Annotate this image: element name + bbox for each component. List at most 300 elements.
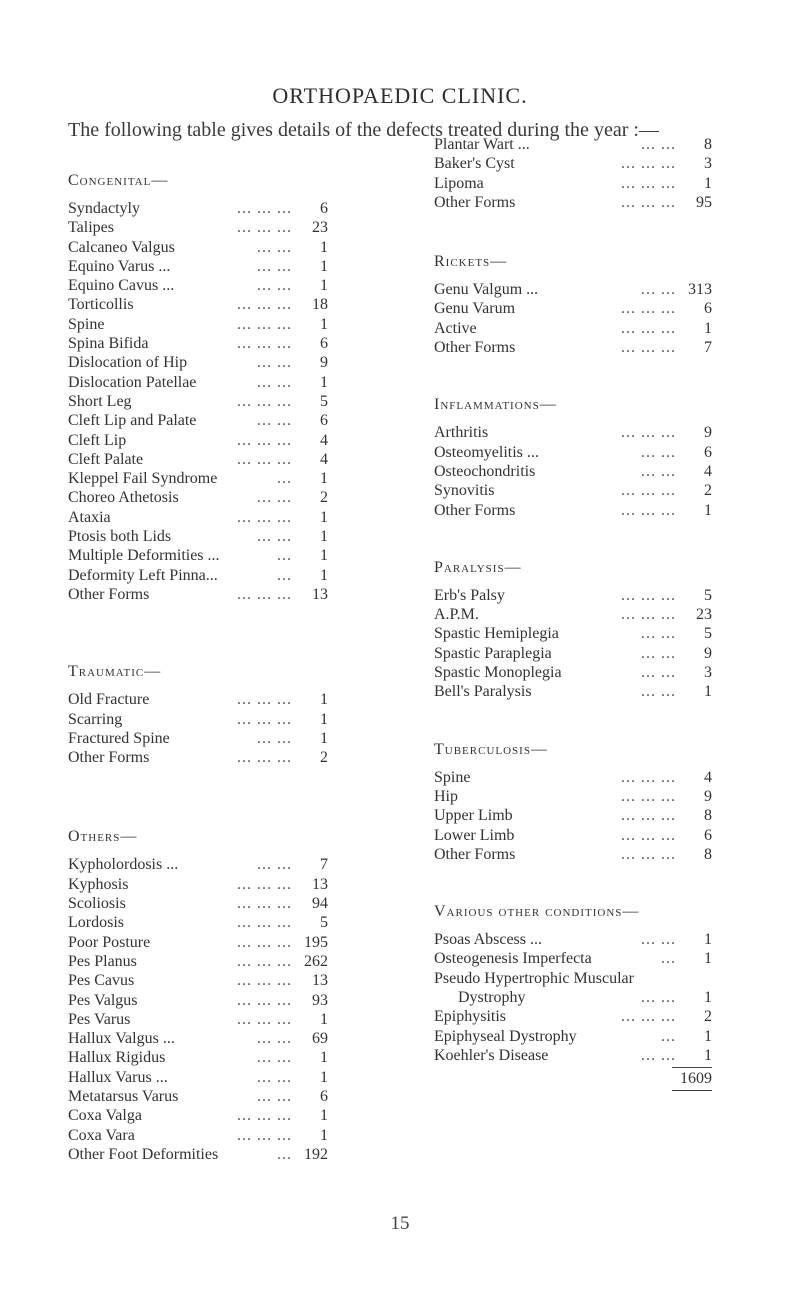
table-row bbox=[68, 257, 328, 276]
left-column bbox=[68, 171, 328, 1164]
condition-label: Baker's Cyst bbox=[434, 155, 515, 173]
table-row bbox=[68, 218, 328, 237]
case-count: 1 bbox=[320, 508, 328, 526]
case-count: 1 bbox=[320, 710, 328, 728]
section bbox=[434, 252, 712, 357]
condition-label: Coxa Vara bbox=[68, 1126, 135, 1144]
condition-label: Other Forms bbox=[434, 339, 516, 357]
condition-label: Other Forms bbox=[434, 193, 516, 211]
condition-label: Erb's Palsy bbox=[434, 586, 505, 604]
leader-dots: ... ... ... bbox=[621, 787, 676, 805]
table-row bbox=[68, 411, 328, 430]
case-count: 13 bbox=[312, 875, 328, 893]
case-count: 1 bbox=[320, 1107, 328, 1125]
condition-label: Calcaneo Valgus bbox=[68, 238, 175, 256]
leader-dots: ... ... ... bbox=[237, 914, 292, 932]
case-count: 1 bbox=[320, 547, 328, 565]
case-count: 6 bbox=[320, 1087, 328, 1105]
table-row bbox=[68, 855, 328, 874]
condition-label: Spastic Paraplegia bbox=[434, 644, 552, 662]
condition-label: Pes Cavus bbox=[68, 972, 135, 990]
leader-dots: ... bbox=[277, 566, 292, 584]
leader-dots: ... ... ... bbox=[237, 1126, 292, 1144]
condition-label: Osteogenesis Imperfecta bbox=[434, 950, 592, 968]
table-row bbox=[68, 508, 328, 527]
case-count: 1 bbox=[704, 931, 712, 949]
condition-label: Spastic Hemiplegia bbox=[434, 625, 559, 643]
leader-dots: ... ... bbox=[641, 664, 676, 682]
table-row bbox=[68, 585, 328, 604]
leader-dots: ... ... ... bbox=[621, 155, 676, 173]
leader-dots: ... ... ... bbox=[621, 300, 676, 318]
case-count: 2 bbox=[320, 489, 328, 507]
table-row bbox=[68, 1126, 328, 1145]
condition-label: Torticollis bbox=[68, 296, 134, 314]
leader-dots: ... ... ... bbox=[621, 826, 676, 844]
table-row bbox=[68, 729, 328, 748]
leader-dots: ... ... ... bbox=[237, 875, 292, 893]
section-heading: Paralysis— bbox=[434, 558, 522, 576]
condition-label: Osteochondritis bbox=[434, 462, 536, 480]
leader-dots: ... ... ... bbox=[237, 749, 292, 767]
table-row bbox=[434, 501, 712, 520]
case-count: 23 bbox=[312, 219, 328, 237]
section-gap bbox=[434, 520, 712, 558]
section-heading: Various other conditions— bbox=[434, 903, 640, 921]
condition-label: Ptosis both Lids bbox=[68, 528, 172, 546]
case-count: 1 bbox=[704, 1027, 712, 1045]
leader-dots: ... ... ... bbox=[621, 482, 676, 500]
table-row bbox=[68, 315, 328, 334]
case-count: 4 bbox=[320, 450, 328, 468]
table-row bbox=[434, 949, 712, 968]
condition-label: Scarring bbox=[68, 710, 123, 728]
condition-label: Plantar Wart ... bbox=[434, 136, 530, 153]
leader-dots: ... ... ... bbox=[237, 200, 292, 217]
condition-label: Talipes bbox=[68, 219, 114, 237]
condition-label: Dislocation of Hip bbox=[68, 354, 188, 372]
condition-label: Epiphysitis bbox=[434, 1008, 507, 1026]
section bbox=[434, 740, 712, 864]
condition-label: Genu Valgum ... bbox=[434, 281, 539, 299]
section-gap bbox=[434, 357, 712, 395]
table-row bbox=[68, 1087, 328, 1106]
table-row bbox=[68, 894, 328, 913]
table-row bbox=[434, 826, 712, 845]
table-row bbox=[68, 952, 328, 971]
case-count: 1 bbox=[704, 174, 712, 192]
leader-dots: ... ... ... bbox=[621, 501, 676, 519]
condition-label: Other Foot Deformities bbox=[68, 1145, 219, 1163]
case-count: 195 bbox=[304, 933, 328, 951]
condition-label: Fractured Spine bbox=[68, 729, 170, 747]
table-row bbox=[68, 373, 328, 392]
condition-label: Deformity Left Pinna... bbox=[68, 566, 218, 584]
case-count: 2 bbox=[320, 749, 328, 767]
leader-dots: ... ... ... bbox=[237, 952, 292, 970]
condition-label: Lipoma bbox=[434, 174, 484, 192]
condition-label: Old Fracture bbox=[68, 691, 150, 709]
case-count: 1 bbox=[320, 238, 328, 256]
condition-label: Bell's Paralysis bbox=[434, 683, 532, 701]
condition-label: Lordosis bbox=[68, 914, 124, 932]
case-count: 1 bbox=[704, 1046, 712, 1064]
case-count: 5 bbox=[704, 625, 712, 643]
table-row bbox=[68, 199, 328, 218]
section bbox=[434, 395, 712, 519]
table-row bbox=[434, 193, 712, 212]
leader-dots: ... ... bbox=[257, 856, 292, 874]
table-row bbox=[434, 135, 712, 154]
table-row bbox=[68, 527, 328, 546]
case-count: 1 bbox=[320, 373, 328, 391]
table-row bbox=[68, 238, 328, 257]
section bbox=[434, 558, 712, 702]
table-row bbox=[434, 787, 712, 806]
table-row bbox=[434, 154, 712, 173]
case-count: 13 bbox=[312, 972, 328, 990]
condition-label: Cleft Palate bbox=[68, 450, 144, 468]
condition-label: Synovitis bbox=[434, 482, 495, 500]
case-count: 94 bbox=[312, 895, 328, 913]
table-row bbox=[434, 423, 712, 442]
condition-label: Kyphosis bbox=[68, 875, 129, 893]
leader-dots: ... ... bbox=[641, 1046, 676, 1064]
leader-dots: ... bbox=[277, 547, 292, 565]
condition-label: Lower Limb bbox=[434, 826, 515, 844]
table-row bbox=[68, 690, 328, 709]
table-row bbox=[434, 586, 712, 605]
case-count: 1 bbox=[704, 319, 712, 337]
leader-dots: ... ... ... bbox=[621, 193, 676, 211]
table-row bbox=[68, 276, 328, 295]
case-count: 1 bbox=[320, 315, 328, 333]
case-count: 4 bbox=[320, 431, 328, 449]
leader-dots: ... ... bbox=[257, 1068, 292, 1086]
table-row bbox=[68, 1010, 328, 1029]
leader-dots: ... ... ... bbox=[621, 606, 676, 624]
condition-label: Koehler's Disease bbox=[434, 1046, 549, 1064]
leader-dots: ... ... bbox=[641, 136, 676, 153]
leader-dots: ... ... ... bbox=[237, 508, 292, 526]
leader-dots: ... ... ... bbox=[237, 991, 292, 1009]
condition-label: Other Forms bbox=[68, 749, 150, 767]
section bbox=[68, 171, 328, 604]
condition-label: Ataxia bbox=[68, 508, 111, 526]
table-row bbox=[68, 450, 328, 469]
section-gap bbox=[434, 212, 712, 252]
section-gap bbox=[68, 604, 328, 662]
case-count: 3 bbox=[704, 664, 712, 682]
case-count: 1 bbox=[320, 691, 328, 709]
condition-label: Upper Limb bbox=[434, 807, 513, 825]
case-count: 1 bbox=[704, 989, 712, 1007]
case-count: 1 bbox=[704, 501, 712, 519]
table-row bbox=[68, 431, 328, 450]
table-row bbox=[68, 566, 328, 585]
section-gap bbox=[434, 864, 712, 902]
right-column bbox=[434, 135, 712, 1091]
section bbox=[68, 662, 328, 767]
table-row bbox=[434, 1046, 712, 1065]
case-count: 95 bbox=[696, 193, 712, 211]
leader-dots: ... ... ... bbox=[621, 768, 676, 786]
condition-label: Kleppel Fail Syndrome bbox=[68, 470, 218, 488]
leader-dots: ... ... ... bbox=[237, 431, 292, 449]
condition-label: Dystrophy bbox=[458, 989, 526, 1007]
table-row bbox=[434, 988, 712, 1007]
case-count: 5 bbox=[320, 392, 328, 410]
table-row bbox=[68, 469, 328, 488]
case-count: 6 bbox=[320, 200, 328, 217]
table-row bbox=[434, 481, 712, 500]
total-block bbox=[434, 1067, 712, 1091]
leader-dots: ... ... bbox=[641, 625, 676, 643]
table-row bbox=[434, 299, 712, 318]
case-count: 1 bbox=[320, 566, 328, 584]
table-row bbox=[68, 1145, 328, 1164]
section-heading: Others— bbox=[68, 828, 138, 846]
table-row bbox=[434, 969, 712, 988]
condition-label: Spine bbox=[68, 315, 105, 333]
case-count: 7 bbox=[320, 856, 328, 874]
condition-label: Multiple Deformities ... bbox=[68, 547, 220, 565]
condition-label: Pseudo Hypertrophic Muscular bbox=[434, 969, 634, 987]
condition-label: Kypholordosis ... bbox=[68, 856, 179, 874]
leader-dots: ... ... bbox=[257, 489, 292, 507]
condition-label: Syndactyly bbox=[68, 200, 140, 217]
page-title: ORTHOPAEDIC CLINIC. bbox=[272, 83, 528, 108]
leader-dots: ... ... ... bbox=[237, 392, 292, 410]
section bbox=[434, 902, 712, 1065]
table-row bbox=[434, 1027, 712, 1046]
condition-label: Spine bbox=[434, 768, 471, 786]
leader-dots: ... ... ... bbox=[621, 319, 676, 337]
case-count: 313 bbox=[688, 281, 712, 299]
table-row bbox=[68, 748, 328, 767]
case-count: 1 bbox=[704, 683, 712, 701]
intro-text: The following table gives details of the defects treated during the year :— bbox=[68, 119, 659, 141]
condition-label: Other Forms bbox=[434, 845, 516, 863]
table-row bbox=[68, 971, 328, 990]
leader-dots: ... ... bbox=[257, 277, 292, 295]
table-row bbox=[68, 1048, 328, 1067]
table-row bbox=[68, 913, 328, 932]
condition-label: Hip bbox=[434, 787, 458, 805]
condition-label: Active bbox=[434, 319, 477, 337]
condition-label: Cleft Lip bbox=[68, 431, 127, 449]
table-row bbox=[68, 546, 328, 565]
section-heading: Inflammations— bbox=[434, 396, 557, 414]
leader-dots: ... ... ... bbox=[237, 450, 292, 468]
case-count: 1 bbox=[320, 528, 328, 546]
case-count: 13 bbox=[312, 585, 328, 603]
condition-label: Equino Cavus ... bbox=[68, 277, 175, 295]
leader-dots: ... ... bbox=[257, 729, 292, 747]
leader-dots: ... ... bbox=[641, 683, 676, 701]
leader-dots: ... ... ... bbox=[237, 296, 292, 314]
leader-dots: ... ... bbox=[257, 354, 292, 372]
leader-dots: ... ... bbox=[641, 462, 676, 480]
table-row bbox=[68, 1106, 328, 1125]
condition-label: Pes Varus bbox=[68, 1010, 131, 1028]
leader-dots: ... ... ... bbox=[621, 845, 676, 863]
leader-dots: ... ... ... bbox=[621, 174, 676, 192]
table-row bbox=[434, 663, 712, 682]
leader-dots: ... ... ... bbox=[621, 339, 676, 357]
leader-dots: ... ... ... bbox=[237, 315, 292, 333]
case-count: 6 bbox=[320, 335, 328, 353]
leader-dots: ... ... ... bbox=[621, 424, 676, 442]
case-count: 23 bbox=[696, 606, 712, 624]
table-row bbox=[434, 462, 712, 481]
table-row bbox=[434, 768, 712, 787]
condition-label: Other Forms bbox=[68, 585, 150, 603]
leader-dots: ... ... ... bbox=[237, 1010, 292, 1028]
table-row bbox=[68, 991, 328, 1010]
grand-total: 1609 bbox=[680, 1070, 712, 1088]
leader-dots: ... ... ... bbox=[237, 933, 292, 951]
case-count: 192 bbox=[304, 1145, 328, 1163]
condition-label: Psoas Abscess ... bbox=[434, 931, 543, 949]
table-row bbox=[434, 930, 712, 949]
leader-dots: ... bbox=[277, 470, 292, 488]
leader-dots: ... bbox=[277, 1145, 292, 1163]
leader-dots: ... ... bbox=[257, 238, 292, 256]
leader-dots: ... ... bbox=[257, 1049, 292, 1067]
condition-label: Poor Posture bbox=[68, 933, 151, 951]
leader-dots: ... ... bbox=[641, 931, 676, 949]
case-count: 1 bbox=[320, 1049, 328, 1067]
case-count: 1 bbox=[320, 1126, 328, 1144]
leader-dots: ... ... bbox=[257, 373, 292, 391]
condition-label: Arthritis bbox=[434, 424, 489, 442]
condition-label: Pes Planus bbox=[68, 952, 137, 970]
table-row bbox=[68, 295, 328, 314]
condition-label: Osteomyelitis ... bbox=[434, 443, 539, 461]
case-count: 1 bbox=[320, 729, 328, 747]
leader-dots: ... ... ... bbox=[621, 1008, 676, 1026]
condition-label: Choreo Athetosis bbox=[68, 489, 179, 507]
leader-dots: ... ... ... bbox=[621, 807, 676, 825]
leader-dots: ... ... ... bbox=[237, 710, 292, 728]
leader-dots: ... bbox=[661, 950, 676, 968]
table-row bbox=[68, 1029, 328, 1048]
table-row bbox=[68, 334, 328, 353]
condition-label: Pes Valgus bbox=[68, 991, 138, 1009]
leader-dots: ... ... ... bbox=[237, 585, 292, 603]
leader-dots: ... ... bbox=[257, 528, 292, 546]
case-count: 1 bbox=[320, 277, 328, 295]
case-count: 1 bbox=[704, 950, 712, 968]
case-count: 4 bbox=[704, 462, 712, 480]
leader-dots: ... ... bbox=[257, 1030, 292, 1048]
leader-dots: ... ... ... bbox=[237, 691, 292, 709]
table-row bbox=[68, 392, 328, 411]
table-row bbox=[68, 488, 328, 507]
table-row bbox=[68, 353, 328, 372]
case-count: 6 bbox=[704, 443, 712, 461]
condition-label: Spina Bifida bbox=[68, 335, 149, 353]
table-row bbox=[68, 1068, 328, 1087]
case-count: 8 bbox=[704, 136, 712, 153]
table-row bbox=[434, 682, 712, 701]
condition-label: Metatarsus Varus bbox=[68, 1087, 179, 1105]
table-row bbox=[434, 605, 712, 624]
table-row bbox=[68, 710, 328, 729]
case-count: 8 bbox=[704, 845, 712, 863]
case-count: 1 bbox=[320, 1068, 328, 1086]
table-row bbox=[434, 338, 712, 357]
section-heading: Rickets— bbox=[434, 253, 508, 271]
table-row bbox=[434, 644, 712, 663]
condition-label: A.P.M. bbox=[434, 606, 479, 624]
case-count: 9 bbox=[704, 644, 712, 662]
leader-dots: ... ... bbox=[641, 281, 676, 299]
condition-label: Genu Varum bbox=[434, 300, 516, 318]
leader-dots: ... ... bbox=[257, 412, 292, 430]
condition-label: Hallux Varus ... bbox=[68, 1068, 168, 1086]
case-count: 9 bbox=[704, 424, 712, 442]
condition-label: Dislocation Patellae bbox=[68, 373, 197, 391]
table-row bbox=[434, 280, 712, 299]
case-count: 1 bbox=[320, 1010, 328, 1028]
section-gap bbox=[68, 767, 328, 827]
total-rule-bottom bbox=[672, 1090, 712, 1091]
case-count: 6 bbox=[704, 826, 712, 844]
case-count: 2 bbox=[704, 1008, 712, 1026]
case-count: 1 bbox=[320, 257, 328, 275]
condition-label: Cleft Lip and Palate bbox=[68, 412, 197, 430]
condition-label: Epiphyseal Dystrophy bbox=[434, 1027, 577, 1045]
condition-label: Hallux Rigidus bbox=[68, 1049, 166, 1067]
case-count: 1 bbox=[320, 470, 328, 488]
leader-dots: ... ... bbox=[257, 1087, 292, 1105]
table-row bbox=[434, 1007, 712, 1026]
case-count: 2 bbox=[704, 482, 712, 500]
case-count: 7 bbox=[704, 339, 712, 357]
leader-dots: ... ... ... bbox=[237, 972, 292, 990]
leader-dots: ... ... ... bbox=[237, 335, 292, 353]
leader-dots: ... ... bbox=[641, 443, 676, 461]
case-count: 5 bbox=[704, 586, 712, 604]
table-row bbox=[434, 443, 712, 462]
case-count: 8 bbox=[704, 807, 712, 825]
leader-dots: ... ... ... bbox=[621, 586, 676, 604]
table-row bbox=[434, 624, 712, 643]
table-row bbox=[434, 806, 712, 825]
condition-label: Other Forms bbox=[434, 501, 516, 519]
condition-label: Equino Varus ... bbox=[68, 257, 171, 275]
section bbox=[68, 827, 328, 1164]
condition-label: Coxa Valga bbox=[68, 1107, 142, 1125]
case-count: 6 bbox=[320, 412, 328, 430]
section-heading: Congenital— bbox=[68, 172, 169, 189]
case-count: 6 bbox=[704, 300, 712, 318]
case-count: 93 bbox=[312, 991, 328, 1009]
section-gap bbox=[434, 702, 712, 740]
table-row bbox=[434, 319, 712, 338]
leader-dots: ... ... bbox=[641, 989, 676, 1007]
leader-dots: ... ... bbox=[257, 257, 292, 275]
leader-dots: ... ... bbox=[641, 644, 676, 662]
page-number: 15 bbox=[390, 1213, 410, 1234]
table-row bbox=[68, 933, 328, 952]
case-count: 262 bbox=[304, 952, 328, 970]
case-count: 18 bbox=[312, 296, 328, 314]
condition-label: Hallux Valgus ... bbox=[68, 1030, 175, 1048]
section-heading: Tuberculosis— bbox=[434, 740, 548, 758]
